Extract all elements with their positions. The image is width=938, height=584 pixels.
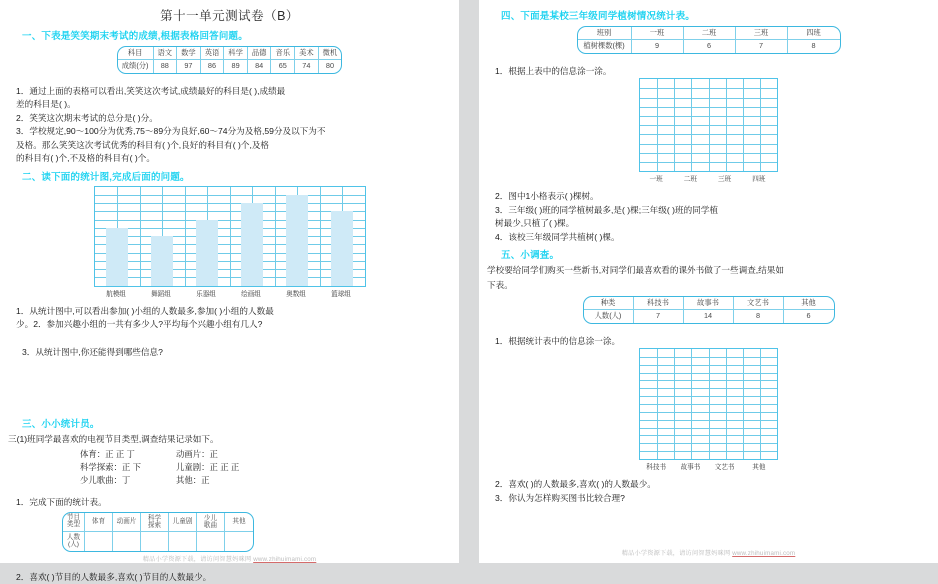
question-text: 3．从统计图中,你还能得到哪些信息?	[22, 347, 163, 358]
question-text: 的科目有( )个,不及格的科目有( )个。	[16, 153, 155, 164]
table-row	[63, 532, 253, 551]
question-text: 1．从统计图中,可以看出参加( )小组的人数最多,参加( )小组的人数最	[16, 305, 274, 316]
chart-xtick-label: 奥数组	[286, 290, 306, 298]
tally-entry-childrensdrama: 儿童剧：正 正 正	[176, 461, 240, 472]
program-answer-cell[interactable]	[141, 532, 169, 551]
chart-xtick-label: 其他	[752, 464, 766, 472]
chart-bar	[151, 236, 174, 286]
chart-gridline-horizontal	[640, 412, 777, 413]
tree-planting-blank-chart[interactable]	[639, 78, 778, 172]
table-row	[118, 60, 342, 72]
chart-gridline-horizontal	[95, 211, 365, 212]
score-value: 65	[271, 60, 295, 72]
footer-url[interactable]: www.zhihuimami.com	[253, 556, 317, 563]
footer-watermark	[0, 554, 459, 563]
program-column-header: 少儿 歌曲	[197, 513, 225, 532]
planting-count: 9	[632, 40, 684, 52]
chart-gridline-horizontal	[640, 420, 777, 421]
chart-gridline-horizontal	[95, 277, 365, 278]
question-text: 树最少,只植了( )棵。	[495, 218, 575, 229]
question-text: 1．完成下面的统计表。	[16, 496, 107, 507]
section3-intro: 三(1)班同学最喜欢的电视节目类型,调查结果记录如下。	[8, 433, 219, 444]
page-right	[479, 0, 938, 563]
footer-url[interactable]: www.zhihuimami.com	[732, 550, 796, 557]
books-table-wrap	[479, 296, 938, 324]
books-count: 7	[634, 310, 684, 322]
chart-bar	[196, 220, 219, 286]
tree-planting-table	[577, 26, 841, 54]
books-table-rowlabel: 种类	[584, 297, 634, 310]
chart-xtick-label: 文艺书	[714, 464, 735, 472]
program-table-corner: 节目 类型	[63, 513, 85, 532]
question-text: 1．根据统计表中的信息涂一涂。	[495, 335, 621, 346]
chart-gridline-horizontal	[640, 162, 777, 163]
question-text: 2．图中1小格表示( )棵树。	[495, 191, 599, 202]
footer-watermark	[479, 548, 938, 557]
chart-gridline-horizontal	[95, 253, 365, 254]
question-text: 2．喜欢( )节目的人数最多,喜欢( )节目的人数最少。	[16, 572, 212, 583]
interest-group-chart-wrap	[0, 186, 459, 298]
question-text: 3．三年级( )班的同学植树最多,是( )棵;三年级( )班的同学植	[495, 204, 718, 215]
scores-table-rowlabel: 成绩(分)	[118, 60, 154, 72]
program-column-header: 科学 探索	[141, 513, 169, 532]
chart-gridline-horizontal	[640, 125, 777, 126]
tally-row	[80, 461, 459, 474]
planting-class-header: 二班	[684, 27, 736, 40]
chart-gridline-horizontal	[640, 107, 777, 108]
section-heading-1: 一、下表是笑笑期末考试的成绩,根据表格回答问题。	[22, 31, 248, 42]
favorite-books-blank-chart[interactable]	[639, 348, 778, 460]
scores-table	[117, 46, 343, 74]
books-count: 8	[734, 310, 784, 322]
program-answer-cell[interactable]	[197, 532, 225, 551]
page-left	[0, 0, 459, 583]
question-text: 3．学校规定,90～100分为优秀,75～89分为良好,60～74分为及格,59分及以下为不	[16, 126, 326, 137]
tally-entry-cartoon: 动画片：正	[176, 448, 218, 459]
footer-text: 精品小学资源下载，请访问智慧妈咪网	[142, 556, 254, 563]
tree-planting-chart-xlabels	[639, 173, 778, 183]
chart-bar	[286, 195, 309, 286]
table-row	[118, 47, 342, 60]
program-column-header: 其他	[225, 513, 253, 532]
scores-subject: 微机	[319, 47, 342, 60]
question-text: 4．该校三年级同学共植树( )棵。	[495, 231, 620, 242]
planting-table-rowlabel: 班别	[578, 27, 632, 40]
section5-intro-line1: 学校要给同学们购买一些新书,对同学们最喜欢看的课外书做了一些调查,结果如	[487, 265, 784, 276]
question-text: 及格。那么笑笑这次考试优秀的科目有( )个,良好的科目有( )个,及格	[16, 139, 270, 150]
score-value: 74	[295, 60, 319, 72]
planting-count: 8	[811, 41, 816, 51]
question-text: 差的科目是( )。	[16, 99, 76, 110]
section-heading-3: 三、小小统计员。	[22, 418, 100, 430]
chart-xtick-label: 一班	[649, 176, 663, 184]
books-chart-wrap	[479, 348, 938, 471]
section-heading-5: 五、小调查。	[501, 250, 560, 262]
books-kind-header: 其他	[784, 297, 834, 310]
chart-gridline-horizontal	[95, 244, 365, 245]
question-text: 1．通过上面的表格可以看出,笑笑这次考试,成绩最好的科目是( ),成绩最	[16, 85, 286, 96]
chart-gridline-horizontal	[640, 134, 777, 135]
program-column-header: 动画片	[113, 513, 141, 532]
chart-gridline-horizontal	[640, 365, 777, 366]
scores-subject: 数学	[177, 47, 201, 60]
chart-gridline-horizontal	[640, 404, 777, 405]
books-kind-header: 科技书	[634, 297, 684, 310]
planting-count: 7	[736, 40, 788, 52]
books-kind-header: 文艺书	[734, 297, 784, 310]
scores-subject: 科学	[224, 47, 248, 60]
tally-entry-science: 科学探索：正 下	[80, 461, 141, 472]
chart-gridline-horizontal	[95, 269, 365, 270]
question-text: 1．根据上表中的信息涂一涂。	[495, 65, 612, 76]
section-heading-2: 二、读下面的统计图,完成后面的问题。	[22, 171, 190, 183]
table-row	[578, 40, 840, 52]
tally-row	[80, 448, 459, 461]
scores-subject: 美术	[295, 47, 319, 60]
tally-entry-sports: 体育：正 正 丁	[80, 448, 135, 459]
chart-bar	[106, 228, 129, 286]
chart-xtick-label: 绘画组	[241, 290, 261, 298]
chart-xtick-label: 四班	[752, 176, 766, 184]
score-value: 88	[154, 60, 178, 72]
planting-table-wrap	[479, 26, 938, 54]
question-text: 2．笑笑这次期末考试的总分是( )分。	[16, 112, 158, 123]
program-column-header: 儿童剧	[169, 513, 197, 532]
planting-count: 6	[684, 40, 736, 52]
scores-table-wrap	[0, 46, 459, 74]
program-table-rowlabel: 人数 (人)	[63, 532, 85, 551]
question-text: 3．你认为怎样购买图书比较合理?	[495, 492, 625, 503]
planting-table-rowlabel: 植树棵数(棵)	[578, 40, 632, 52]
chart-gridline-horizontal	[640, 396, 777, 397]
score-value: 89	[224, 60, 248, 72]
score-value: 80	[325, 61, 335, 71]
program-statistics-table	[62, 512, 254, 552]
chart-xtick-label: 科技书	[646, 464, 667, 472]
chart-xtick-label: 乐器组	[196, 290, 216, 298]
table-row	[584, 297, 834, 310]
chart-gridline-horizontal	[95, 195, 365, 196]
chart-bar	[331, 211, 354, 285]
program-answer-cell[interactable]	[225, 532, 253, 551]
chart-gridline-horizontal	[95, 261, 365, 262]
section5-intro-line2: 下表。	[487, 279, 513, 290]
chart-xtick-label: 三班	[718, 176, 732, 184]
chart-gridline-horizontal	[640, 144, 777, 145]
program-answer-cell[interactable]	[85, 532, 113, 551]
score-value: 84	[248, 60, 272, 72]
score-value: 97	[177, 60, 201, 72]
section-heading-4: 四、下面是某校三年级同学植树情况统计表。	[501, 11, 696, 22]
question-text: 2．喜欢( )的人数最多,喜欢( )的人数最少。	[495, 479, 656, 490]
books-count: 14	[684, 310, 734, 322]
chart-xtick-label: 故事书	[680, 464, 701, 472]
program-answer-cell[interactable]	[113, 532, 141, 551]
chart-xtick-label: 二班	[683, 176, 697, 184]
chart-gridline-horizontal	[640, 380, 777, 381]
tally-entry-other: 其他：正	[176, 474, 210, 485]
interest-group-bar-chart	[94, 186, 366, 287]
tally-list	[80, 448, 459, 487]
chart-gridline-horizontal	[640, 435, 777, 436]
books-count: 6	[806, 311, 811, 321]
favorite-books-table	[583, 296, 835, 324]
scores-subject: 语文	[154, 47, 178, 60]
planting-class-header: 三班	[736, 27, 788, 40]
chart-gridline-horizontal	[640, 428, 777, 429]
chart-gridline-horizontal	[95, 236, 365, 237]
chart-gridline-horizontal	[640, 98, 777, 99]
planting-chart-wrap	[479, 78, 938, 183]
books-table-rowlabel: 人数(人)	[584, 310, 634, 322]
interest-group-chart-xlabels	[94, 288, 366, 298]
chart-xtick-label: 舞蹈组	[151, 290, 171, 298]
program-answer-cell[interactable]	[169, 532, 197, 551]
scores-subject: 音乐	[271, 47, 295, 60]
program-column-header: 体育	[85, 513, 113, 532]
chart-gridline-horizontal	[640, 357, 777, 358]
chart-gridline-horizontal	[95, 228, 365, 229]
chart-gridline-horizontal	[95, 220, 365, 221]
planting-class-header: 一班	[632, 27, 684, 40]
chart-gridline-horizontal	[640, 443, 777, 444]
page-gap	[459, 0, 479, 563]
chart-gridline-horizontal	[640, 88, 777, 89]
favorite-books-chart-xlabels	[639, 461, 778, 471]
footer-text: 精品小学资源下载，请访问智慧妈咪网	[621, 550, 733, 557]
scores-subject: 品德	[248, 47, 272, 60]
books-kind-header: 故事书	[684, 297, 734, 310]
table-row	[578, 27, 840, 40]
scores-subject: 英语	[201, 47, 225, 60]
chart-gridline-horizontal	[640, 116, 777, 117]
chart-xtick-label: 航模组	[106, 290, 126, 298]
planting-class-header: 四班	[788, 27, 840, 40]
chart-gridline-horizontal	[640, 388, 777, 389]
chart-gridline-horizontal	[640, 451, 777, 452]
chart-bar	[241, 203, 264, 286]
table-row	[584, 310, 834, 322]
chart-gridline-horizontal	[640, 373, 777, 374]
question-text: 少。2．参加兴趣小组的一共有多少人?平均每个兴趣小组有几人?	[16, 318, 263, 329]
scores-table-rowlabel: 科目	[118, 47, 154, 60]
chart-xtick-label: 篮球组	[331, 290, 351, 298]
tally-entry-songs: 少儿歌曲：丁	[80, 474, 131, 485]
chart-gridline-horizontal	[95, 203, 365, 204]
score-value: 86	[201, 60, 225, 72]
page-title: 第十一单元测试卷（B）	[160, 9, 299, 23]
tally-row	[80, 474, 459, 487]
chart-gridline-horizontal	[640, 153, 777, 154]
program-table-wrap	[62, 512, 459, 552]
table-row	[63, 513, 253, 532]
